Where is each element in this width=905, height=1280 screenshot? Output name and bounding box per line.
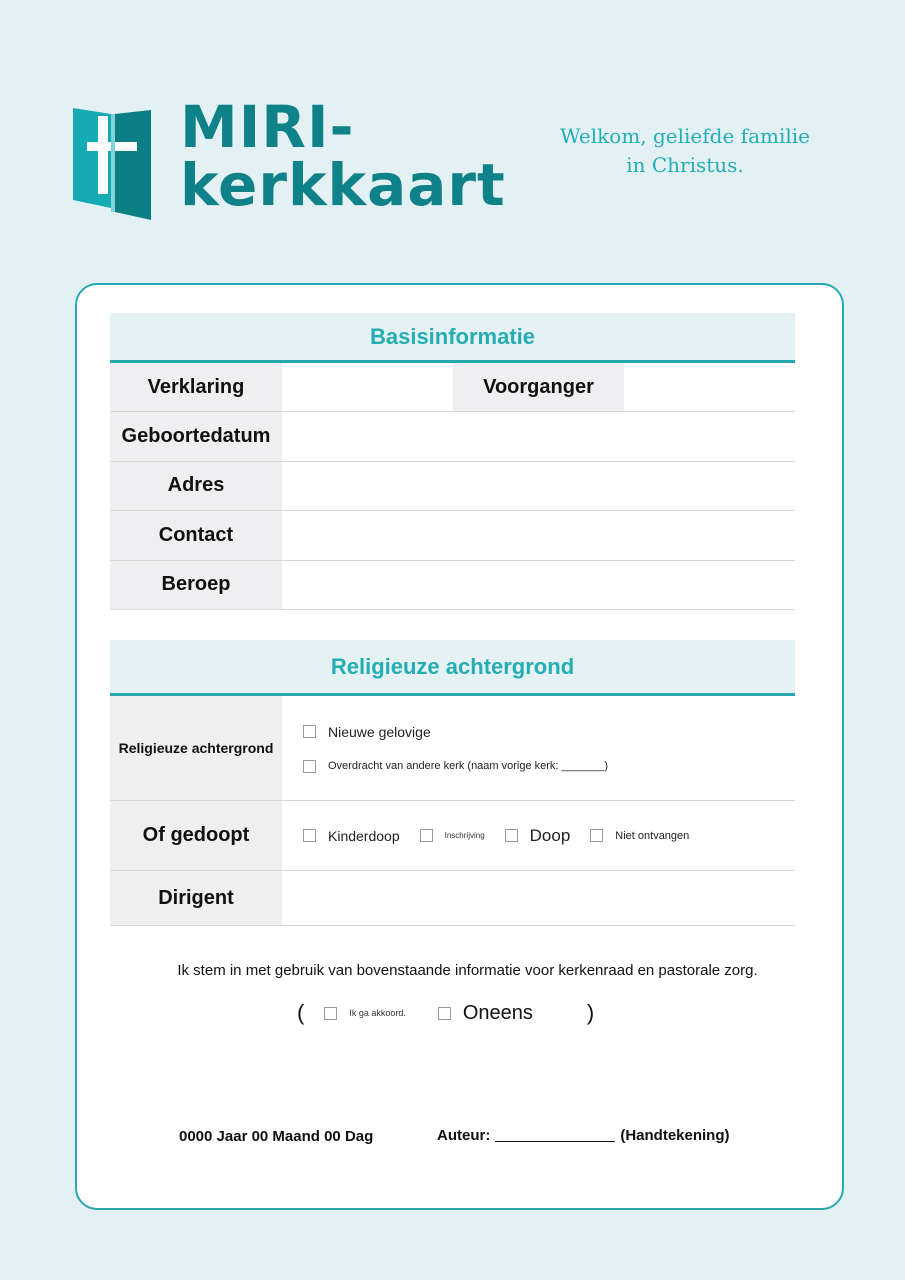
section-title-religious: Religieuze achtergrond: [110, 640, 795, 696]
header: [0, 0, 905, 270]
checkbox-infant-baptism[interactable]: [303, 829, 316, 842]
contact-field[interactable]: [282, 511, 795, 559]
row-address: [110, 462, 795, 511]
option-not-received-label: Niet ontvangen: [615, 829, 690, 842]
checkbox-registration[interactable]: [420, 829, 433, 842]
option-agree-label: Ik ga akkoord.: [349, 1008, 406, 1018]
row-conductor: [110, 871, 795, 926]
option-registration[interactable]: [420, 829, 485, 842]
checkbox-agree[interactable]: [324, 1007, 337, 1020]
church-door-cross-icon: [73, 108, 153, 220]
label-religious-background: Religieuze achtergrond: [110, 696, 282, 800]
option-baptism-label: Doop: [529, 825, 571, 845]
option-registration-label: Inschrijving: [444, 831, 485, 840]
option-transfer-label: Overdracht van andere kerk (naam vorige kerk: _______): [328, 760, 609, 772]
pastor-field[interactable]: [624, 363, 795, 411]
checkbox-transfer[interactable]: [303, 760, 316, 773]
checkbox-disagree[interactable]: [438, 1007, 451, 1020]
label-contact: Contact: [110, 511, 282, 559]
signature-note: (Handtekening): [620, 1127, 730, 1144]
signature-line[interactable]: [495, 1141, 615, 1142]
label-pastor: Voorganger: [453, 363, 624, 411]
logo-title: [180, 93, 506, 219]
author-label: Auteur:: [437, 1127, 491, 1144]
religious-background-options: [282, 696, 795, 800]
label-declaration: Verklaring: [110, 363, 282, 411]
label-birthdate: Geboortedatum: [110, 412, 282, 460]
row-declaration: [110, 363, 795, 412]
religious-section: [110, 640, 795, 926]
section-title-basic: Basisinformatie: [110, 313, 795, 363]
checkbox-not-received[interactable]: [590, 829, 603, 842]
welcome-line-1: Welkom, geliefde familie: [560, 124, 810, 148]
basic-info-section: [110, 313, 795, 610]
option-infant-baptism-label: Kinderdoop: [328, 827, 400, 844]
label-occupation: Beroep: [110, 561, 282, 609]
row-baptized: [110, 801, 795, 871]
label-address: Adres: [110, 462, 282, 510]
checkbox-new-believer[interactable]: [303, 725, 316, 738]
date-field[interactable]: 0000 Jaar 00 Maand 00 Dag: [179, 1128, 374, 1145]
option-new-believer[interactable]: [303, 724, 795, 740]
open-paren: (: [297, 1000, 305, 1025]
conductor-field[interactable]: [282, 871, 795, 925]
checkbox-baptism[interactable]: [505, 829, 518, 842]
row-religious-background: [110, 696, 795, 801]
welcome-line-2: in Christus.: [626, 153, 744, 177]
signature-block: [437, 1127, 730, 1144]
birthdate-field[interactable]: [282, 412, 795, 460]
option-transfer[interactable]: [303, 760, 795, 773]
option-disagree[interactable]: [438, 1002, 533, 1025]
option-new-believer-label: Nieuwe gelovige: [328, 723, 431, 740]
option-baptism[interactable]: [505, 826, 571, 846]
close-paren: ): [586, 1000, 595, 1025]
welcome-message: [555, 122, 815, 180]
logo-line-1: MIRI-: [180, 93, 355, 161]
row-occupation: [110, 561, 795, 610]
address-field[interactable]: [282, 462, 795, 510]
consent-statement: Ik stem in met gebruik van bovenstaande informatie voor kerkenraad en pastorale zorg.: [177, 962, 758, 979]
baptized-options: [282, 801, 795, 870]
label-baptized: Of gedoopt: [110, 801, 282, 870]
option-agree[interactable]: [324, 1007, 406, 1020]
option-infant-baptism[interactable]: [303, 828, 400, 844]
declaration-field[interactable]: [282, 363, 453, 411]
option-disagree-label: Oneens: [462, 1001, 533, 1024]
logo-line-2: kerkkaart: [180, 151, 506, 219]
row-birthdate: [110, 412, 795, 461]
consent-options: [297, 998, 617, 1028]
form-card: [75, 283, 844, 1210]
label-conductor: Dirigent: [110, 871, 282, 925]
occupation-field[interactable]: [282, 561, 795, 609]
row-contact: [110, 511, 795, 560]
option-not-received[interactable]: [590, 829, 689, 842]
